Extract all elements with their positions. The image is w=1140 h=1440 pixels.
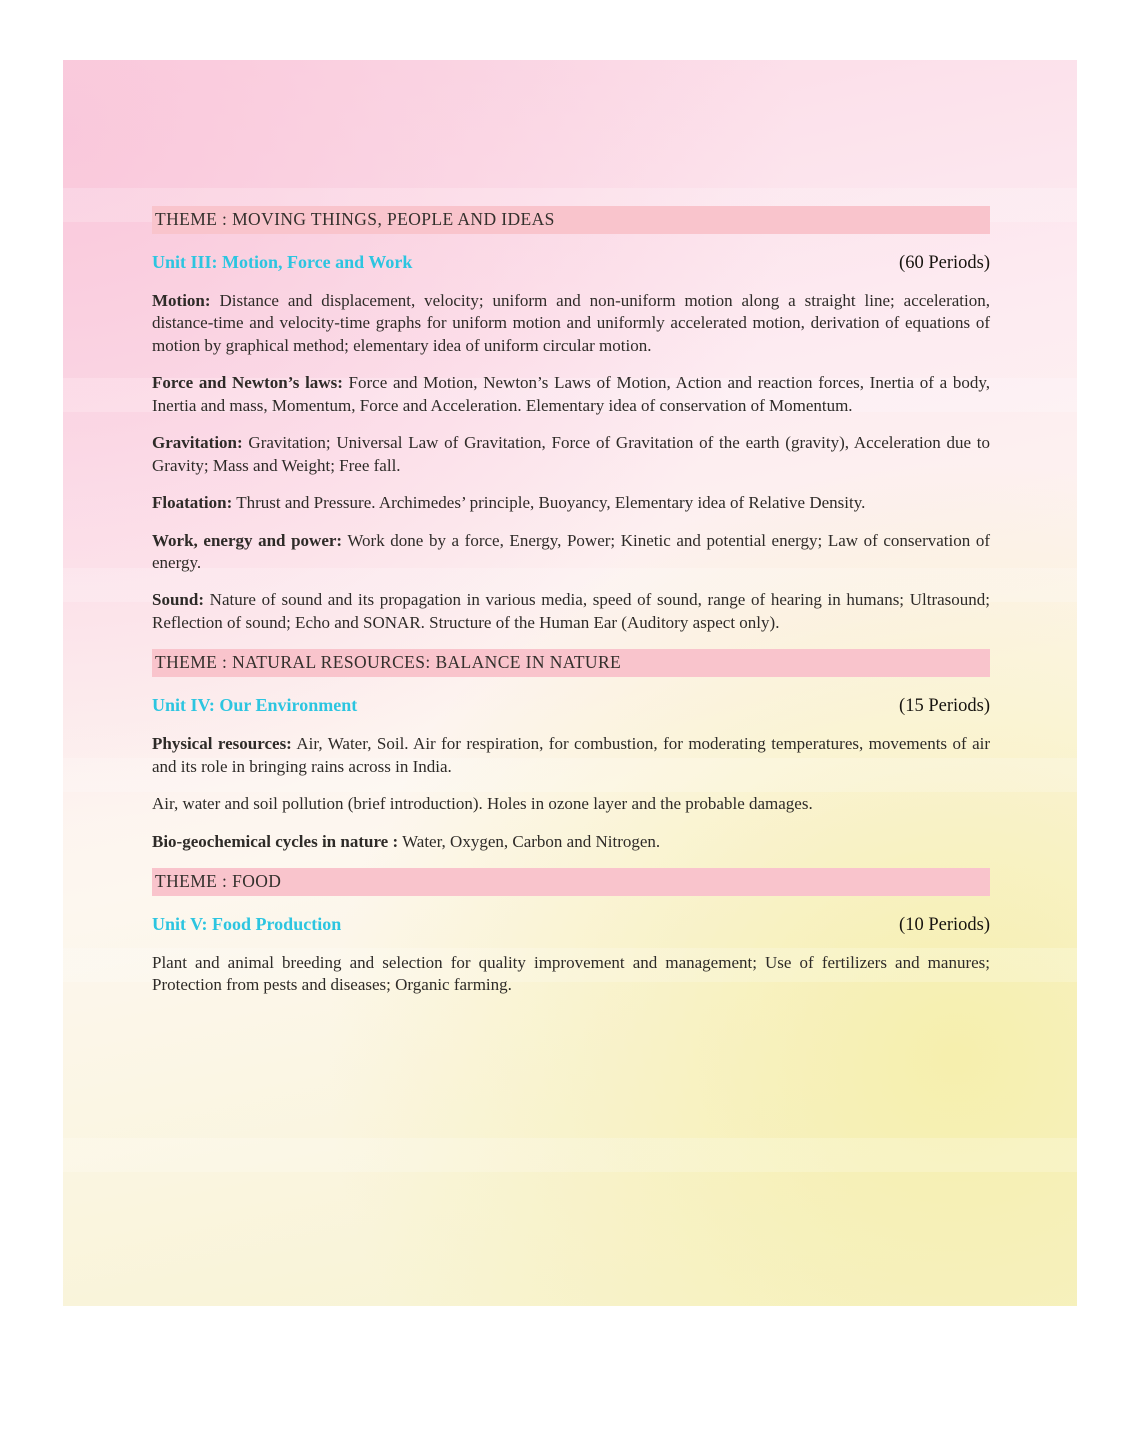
theme-heading: THEME : MOVING THINGS, PEOPLE AND IDEAS [152,206,990,234]
theme-heading: THEME : FOOD [152,868,990,896]
paragraph-text: Gravitation; Universal Law of Gravitation, Force of Gravitation of the earth (gravity), Acceleration due to Gravity; Mass and Weight; Free fall. [152,433,990,475]
unit-heading-row [152,695,990,717]
theme-heading: THEME : NATURAL RESOURCES: BALANCE IN NATURE [152,649,990,677]
paragraph-text: Distance and displacement, velocity; uniform and non-uniform motion along a straight line; acceleration, distance-time and velocity-time graphs for uniform motion and uniformly accelerated motion, derivation of equations of motion by graphical method; elementary idea of uniform circular motion. [152,291,990,355]
paragraph [152,831,990,853]
paragraph-text: Plant and animal breeding and selection for quality improvement and management; Use of fertilizers and manures; Protection from pests and diseases; Organic farming. [152,953,990,995]
paragraph-text: Work done by a force, Energy, Power; Kinetic and potential energy; Law of conservation of energy. [152,530,990,572]
paragraph [152,492,990,514]
unit-title: Unit III: Motion, Force and Work [152,252,413,272]
paragraph-lead: Sound: [152,590,204,610]
paragraph [152,372,990,417]
document-sheet [63,60,1077,1306]
paragraph-lead: Bio-geochemical cycles in nature : [152,831,399,851]
paragraph [152,290,990,357]
paragraph [152,432,990,477]
content-column [152,206,990,1012]
paragraph-lead: Physical resources: [152,734,292,754]
unit-periods: (60 Periods) [899,253,990,273]
section-moving-things [152,206,990,634]
unit-heading-row [152,914,990,936]
paragraph-text: Air, Water, Soil. Air for respiration, for combustion, for moderating temperatures, movements of air and its role in bringing rains across in India. [152,734,991,776]
paragraph [152,793,990,815]
paragraph [152,952,990,997]
paragraph-lead: Motion: [152,291,211,310]
unit-title: Unit IV: Our Environment [152,695,358,716]
paragraph-text: Air, water and soil pollution (brief introduction). Holes in ozone layer and the probable damages. [152,794,813,814]
paragraph-lead: Force and Newton’s laws: [152,373,343,393]
paragraph-text: Water, Oxygen, Carbon and Nitrogen. [398,831,661,851]
unit-periods: (10 Periods) [899,915,990,935]
paragraph [152,589,990,634]
paragraph-lead: Gravitation: [152,433,243,453]
paragraph [152,733,990,778]
paragraph [152,530,990,575]
paragraph-lead: Floatation: [152,493,233,513]
section-food [152,868,990,997]
paragraph-text: Thrust and Pressure. Archimedes’ principle, Buoyancy, Elementary idea of Relative Density. [232,493,866,513]
unit-heading-row [152,252,990,274]
unit-title: Unit V: Food Production [152,914,342,934]
section-natural-resources [152,649,990,853]
paragraph-text: Force and Motion, Newton’s Laws of Motion, Action and reaction forces, Inertia of a body, Inertia and mass, Momentum, Force and Acceleration. Elementary idea of conservation of Momentum. [152,373,990,415]
paragraph-text: Nature of sound and its propagation in various media, speed of sound, range of hearing in humans; Ultrasound; Reflection of sound; Echo and SONAR. Structure of the Human Ear (Auditory aspect only). [152,590,990,632]
unit-periods: (15 Periods) [899,696,990,717]
paragraph-lead: Work, energy and power: [152,530,343,550]
